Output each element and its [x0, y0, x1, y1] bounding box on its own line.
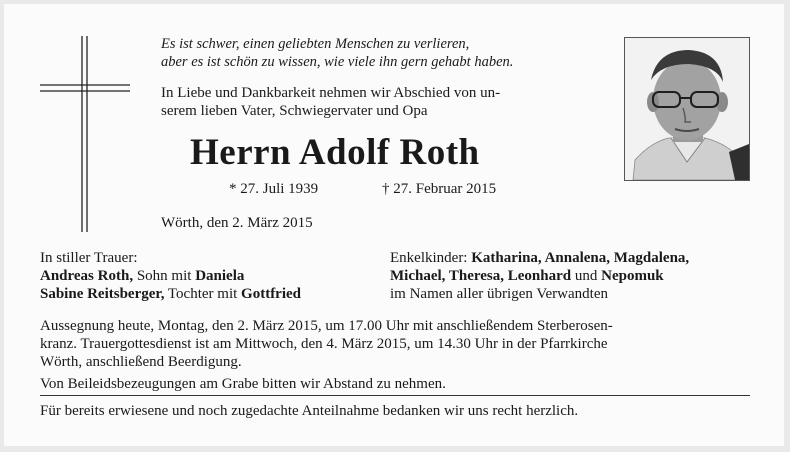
quote-line-2: aber es ist schön zu wissen, wie viele ihn gern gehabt haben.: [161, 54, 514, 70]
divider: [40, 395, 750, 396]
intro-line-1: In Liebe und Dankbarkeit nehmen wir Abschied von un-: [161, 85, 501, 101]
service-line-1: Aussegnung heute, Montag, den 2. März 2015, um 17.00 Uhr mit anschließendem Sterberosen-: [40, 318, 613, 334]
thanks-line: Für bereits erwiesene und noch zugedachte Anteilnahme bedanken wir uns recht herzlich.: [40, 403, 579, 419]
deceased-name: Herrn Adolf Roth: [190, 132, 480, 173]
mourner-daughter: Sabine Reitsberger, Tochter mit Gottfried: [40, 286, 302, 302]
mourners-heading: In stiller Trauer:: [40, 250, 138, 266]
mourner-son: Andreas Roth, Sohn mit Daniela: [40, 268, 245, 284]
other-relatives: im Namen aller übrigen Verwandten: [390, 286, 608, 302]
place-and-date: Wörth, den 2. März 2015: [161, 215, 313, 231]
intro-line-2: serem lieben Vater, Schwiegervater und Opa: [161, 103, 428, 119]
condolence-request: Von Beileidsbezeugungen am Grabe bitten wir Abstand zu nehmen.: [40, 376, 446, 392]
portrait-photo: [624, 37, 750, 181]
cross-icon: [40, 36, 130, 232]
service-line-3: Wörth, anschließend Beerdigung.: [40, 354, 242, 370]
service-line-2: kranz. Trauergottesdienst ist am Mittwoch, den 4. März 2015, um 14.30 Uhr in der Pfarrkirche: [40, 336, 608, 352]
grandchildren-line-2: Michael, Theresa, Leonhard und Nepomuk: [390, 268, 664, 284]
obituary-notice: [4, 4, 784, 446]
death-date: † 27. Februar 2015: [382, 181, 497, 197]
grandchildren-line-1: Enkelkinder: Katharina, Annalena, Magdalena,: [390, 250, 690, 266]
quote-line-1: Es ist schwer, einen geliebten Menschen zu verlieren,: [161, 36, 470, 52]
birth-date: * 27. Juli 1939: [229, 181, 319, 197]
